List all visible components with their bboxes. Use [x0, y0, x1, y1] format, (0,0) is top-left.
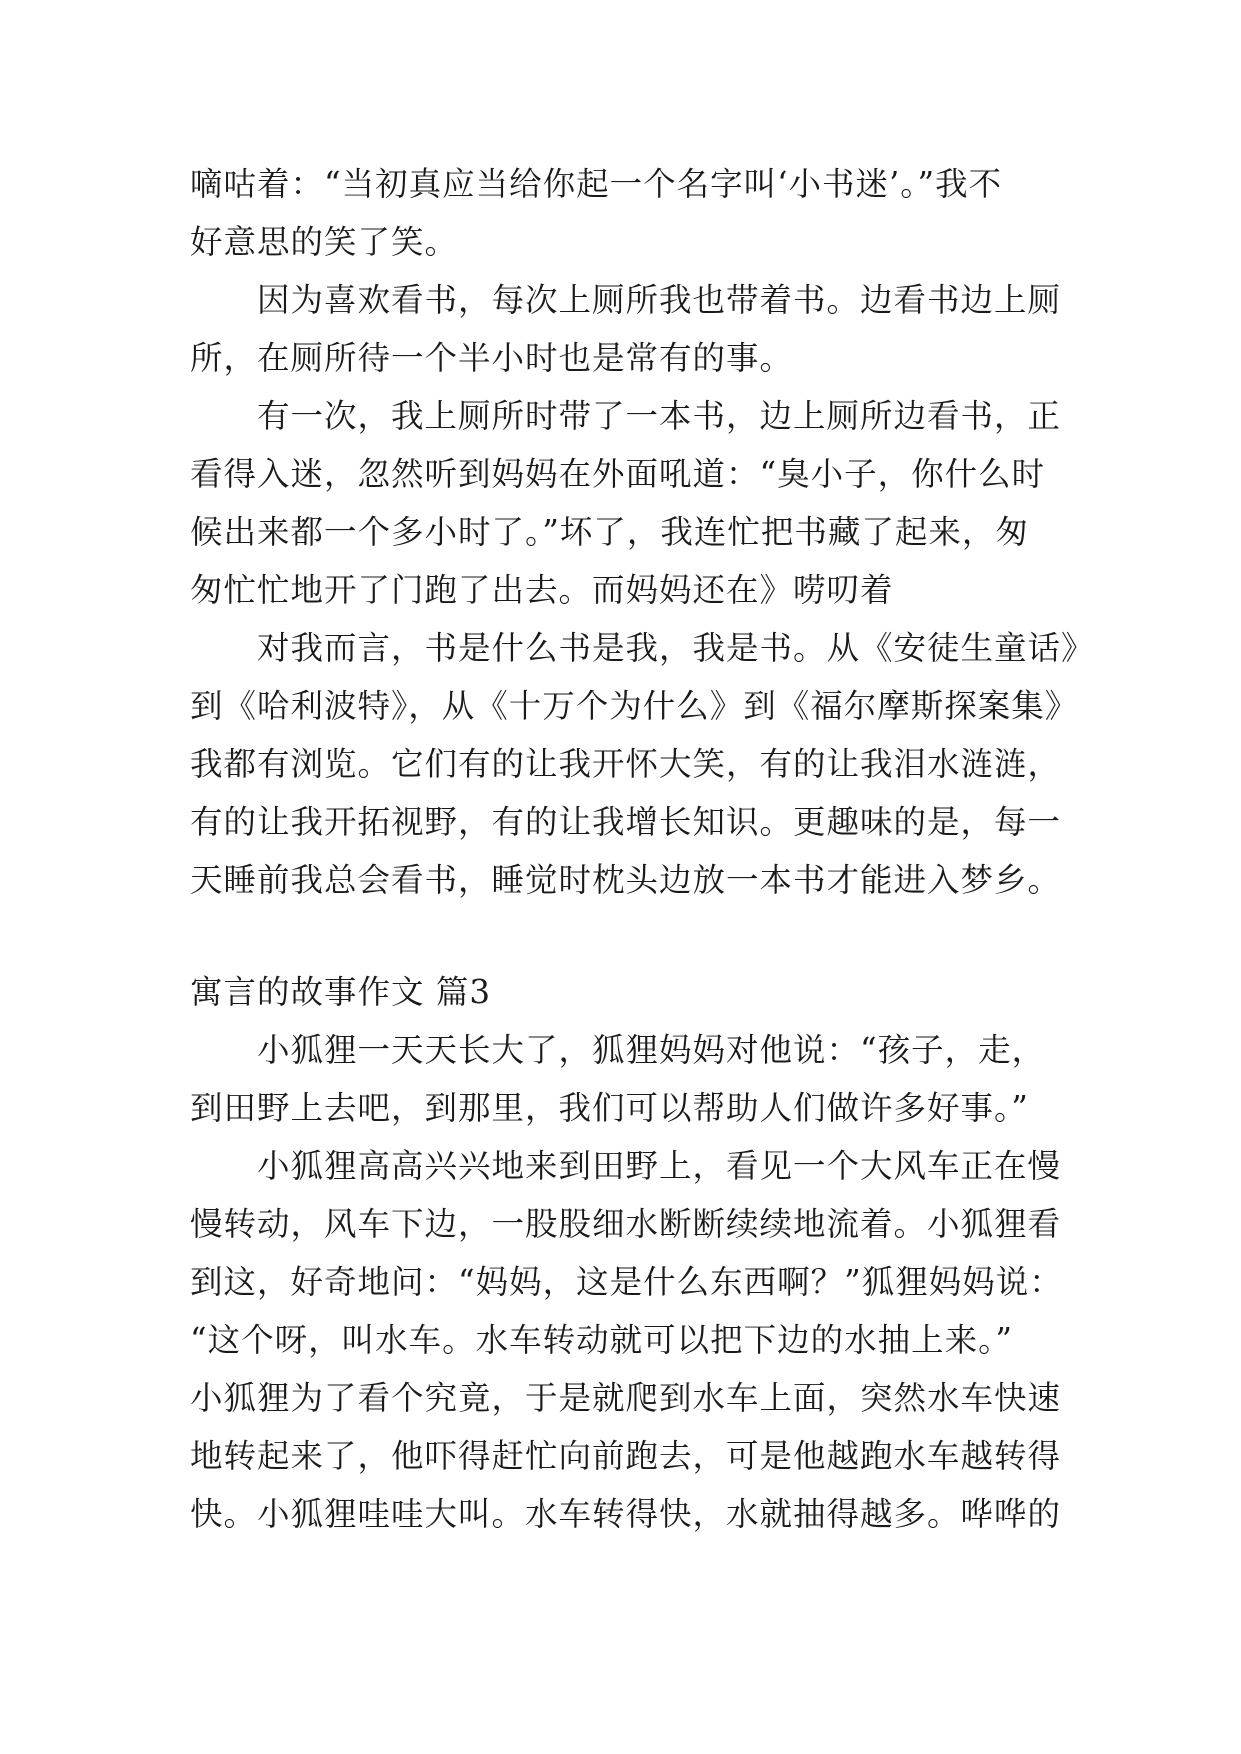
text-line: 我都有浏览。它们有的让我开怀大笑，有的让我泪水涟涟，	[190, 745, 1062, 783]
paragraph-start-line: 因为喜欢看书，每次上厕所我也带着书。边看书边上厕	[257, 281, 1062, 319]
text-line: 到这，好奇地问：“妈妈，这是什么东西啊？”狐狸妈妈说：	[190, 1263, 1063, 1301]
text-line: 候出来都一个多小时了。”坏了，我连忙把书藏了起来，匆	[190, 513, 1029, 551]
text-line: 慢转动，风车下边，一股股细水断断续续地流着。小狐狸看	[190, 1205, 1062, 1243]
text-line: “这个呀，叫水车。水车转动就可以把下边的水抽上来。”	[190, 1321, 1013, 1359]
text-line: 有的让我开拓视野，有的让我增长知识。更趣味的是，每一	[190, 803, 1062, 841]
paragraph-start-line: 小狐狸一天天长大了，狐狸妈妈对他说：“孩子，走，	[257, 1031, 1046, 1069]
text-line: 小狐狸为了看个究竟，于是就爬到水车上面，突然水车快速	[190, 1379, 1062, 1417]
text-line: 嘀咕着：“当初真应当给你起一个名字叫‘小书迷’。”我不	[190, 165, 1003, 203]
paragraph-start-line: 有一次，我上厕所时带了一本书，边上厕所边看书，正	[257, 397, 1062, 435]
text-line: 所，在厕所待一个半小时也是常有的事。	[190, 339, 794, 377]
text-line: 地转起来了，他吓得赶忙向前跑去，可是他越跑水车越转得	[190, 1437, 1062, 1475]
paragraph-start-line: 小狐狸高高兴兴地来到田野上，看见一个大风车正在慢	[257, 1147, 1062, 1185]
text-line: 好意思的笑了笑。	[190, 223, 459, 261]
paragraph-start-line: 对我而言，书是什么书是我，我是书。从《安徒生童话》	[257, 629, 1095, 667]
text-line: 快。小狐狸哇哇大叫。水车转得快，水就抽得越多。哗哗的	[190, 1495, 1062, 1533]
text-line: 看得入迷，忽然听到妈妈在外面吼道：“臭小子，你什么时	[190, 455, 1046, 493]
section-heading: 寓言的故事作文 篇3	[190, 973, 492, 1011]
text-line: 到田野上去吧，到那里，我们可以帮助人们做许多好事。”	[190, 1089, 1029, 1127]
text-line: 天睡前我总会看书，睡觉时枕头边放一本书才能进入梦乡。	[190, 861, 1062, 899]
text-line: 到《哈利波特》，从《十万个为什么》到《福尔摩斯探案集》	[190, 687, 1079, 725]
text-line: 匆忙忙地开了门跑了出去。而妈妈还在》唠叨着	[190, 571, 894, 609]
